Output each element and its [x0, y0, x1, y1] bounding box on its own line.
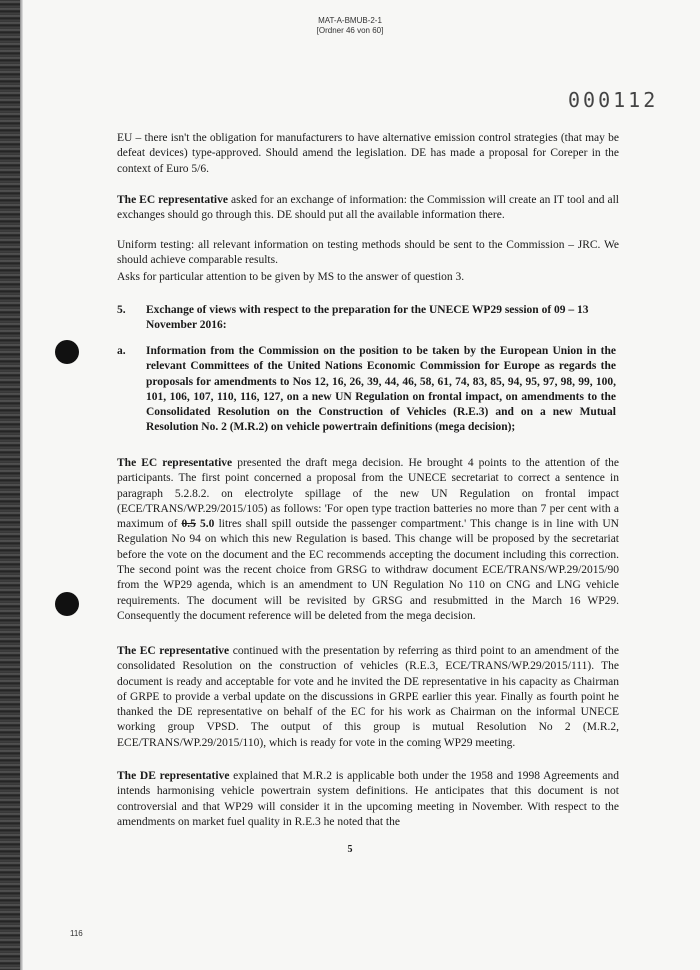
page-stamp-number: 000112 [568, 88, 659, 112]
paragraph-text: Asks for particular attention to be given by MS to the answer of question 3. [117, 271, 465, 283]
paragraph-body-cont: litres shall spill outside the passenger compartment.' This change is in line with UN Regulation No 94 on which this new Regulation is based. This change will be proposed by the secretariat before the vote on the document and the EC recommends accepting the document including this correction. The second point was the recent choice from GRSG to withdraw document ECE/TRANS/WP.29/2015/90 from the WP29 agenda, which is an amendment to UN Regulation No 110 on CNG and LNG vehicle requirements. The document will be revisited by GRSG and resubmitted in the March 16 WP29. Consequently the document reference will be deleted from the mega decision. [117, 518, 619, 622]
paragraph-ec-continued [117, 644, 619, 751]
archive-id: MAT-A-BMUB-2-1 [318, 16, 382, 25]
paragraph-uniform-testing [117, 238, 619, 269]
paragraph-text [117, 644, 619, 751]
paragraph-question-3 [117, 270, 619, 285]
page-number: 5 [347, 844, 353, 855]
speaker-label: The EC representative [117, 457, 233, 469]
paragraph-ec-mega-decision [117, 456, 619, 624]
punch-hole-bottom [55, 592, 79, 616]
speaker-label: The DE representative [117, 770, 230, 782]
paragraph-text [117, 769, 619, 830]
binder-edge [0, 0, 20, 970]
section-title: Exchange of views with respect to the preparation for the UNECE WP29 session of 09 – 13 November 2016: [146, 304, 589, 332]
struck-value: 0.5 [181, 518, 196, 531]
section-number: 5. [117, 304, 126, 316]
subsection-letter: a. [117, 345, 126, 357]
corrected-value: 5.0 [195, 518, 215, 531]
paragraph-text [117, 193, 619, 224]
paragraph-body: presented the draft mega decision. He brought 4 points to the attention of the participants. The first point concerned a proposal from the UNECE secretariat to correct a sentence in paragraph 5.2.8.2. on electrolyte spillage of the new UN Regulation on frontal impact (ECE/TRANS/WP.29/2015/105) as follows: 'For open type traction batteries no more than 7 per cent with a maximum of [117, 457, 619, 531]
paragraph-ec-exchange [117, 193, 619, 224]
punch-hole-top [55, 340, 79, 364]
binder-shadow [20, 0, 23, 970]
paragraph-body: continued with the presentation by referring as third point to an amendment of the consolidated Resolution on the construction of vehicles (R.E.3, ECE/TRANS/WP.29/2015/111). The document is ready and acceptable for vote and he invited the DE representative in his capacity as Chairman of GRPE to provide a verbal update on the discussions in GRPE earlier this year. Finally as fourth point he thanked the DE representative on behalf of the EC for his work as Chairman on the informal UNECE working group VPSD. The output of this group is mutual Resolution No 2 (M.R.2, ECE/TRANS/WP.29/2015/110), which is ready for vote in the coming WP29 meeting. [117, 645, 619, 749]
folder-ref: [Ordner 46 von 60] [316, 26, 384, 35]
bates-number: 116 [70, 929, 83, 938]
speaker-label: The EC representative [117, 194, 228, 206]
speaker-label: The EC representative [117, 645, 230, 657]
subsection-title: Information from the Commission on the position to be taken by the European Union in the relevant Committees of the United Nations Economic Commission for Europe as regards the proposals for amendments to Nos 12, 16, 26, 39, 44, 46, 58, 61, 74, 83, 85, 94, 95, 97, 98, 99, 100, 101, 106, 107, 110, 116, 127, on a new UN Regulation on frontal impact, on amendments to the Consolidated Resolution on the Construction of Vehicles (R.E.3) and on a new Mutual Resolution No. 2 (M.R.2) on vehicle powertrain definitions (mega decision); [146, 345, 616, 434]
paragraph-de-explained [117, 769, 619, 830]
paragraph-text: EU – there isn't the obligation for manufacturers to have alternative emission control strategies (that may be defeat devices) type-approved. Should amend the legislation. DE has made a proposal for Coreper in the context of Euro 5/6. [117, 132, 619, 175]
paragraph-eu-obligation [117, 131, 619, 177]
paragraph-body: explained that M.R.2 is applicable both under the 1958 and 1998 Agreements and intends harmonising vehicle powertrain system definitions. He anticipates that this document is not controversial and that WP29 will consider it in the upcoming meeting in November. With respect to the amendments on market fuel quality in R.E.3 he noted that the [117, 770, 619, 828]
paragraph-body: asked for an exchange of information: the Commission will create an IT tool and all exchanges should go through this. DE should put all the available information there. [117, 194, 619, 222]
paragraph-text: Uniform testing: all relevant information on testing methods should be sent to the Commission – JRC. We should achieve comparable results. [117, 239, 619, 267]
paragraph-text [117, 456, 619, 624]
document-header [0, 16, 700, 36]
